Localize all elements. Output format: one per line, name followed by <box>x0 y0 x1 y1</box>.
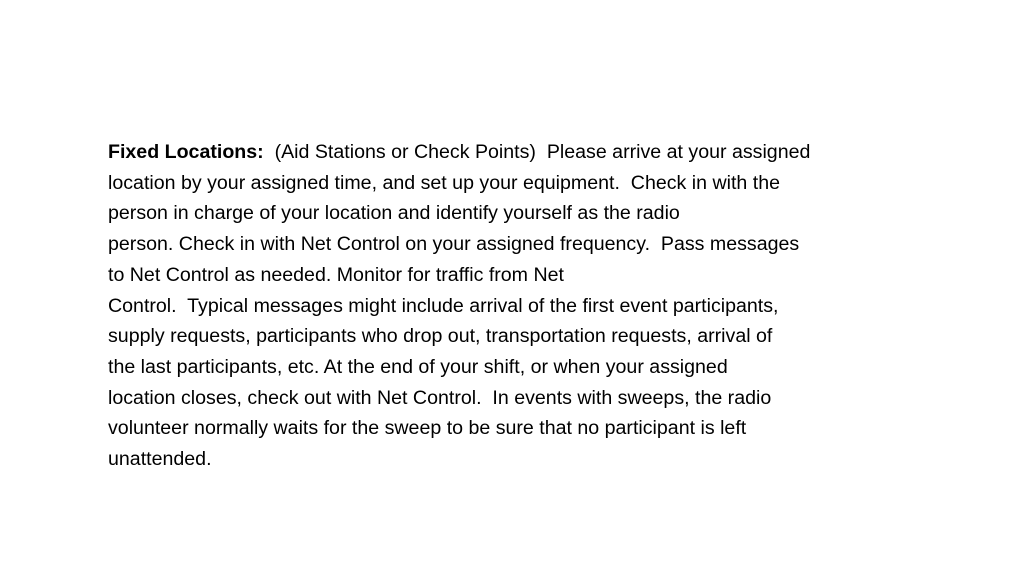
text-line: location by your assigned time, and set up your equipment. Check in with the <box>108 171 781 194</box>
text-line-segment: (Aid Stations or Check Points) Please arrive at your assigned <box>263 141 811 163</box>
text-line: unattended. <box>108 448 212 471</box>
text-line: person in charge of your location and identify yourself as the radio <box>108 202 680 225</box>
text-line: Control. Typical messages might include arrival of the first event participants, <box>108 294 779 317</box>
text-line: to Net Control as needed. Monitor for traffic from Net <box>108 263 564 286</box>
body-text <box>108 137 938 475</box>
text-line <box>108 137 938 168</box>
text-line: location closes, check out with Net Control. In events with sweeps, the radio <box>108 386 772 409</box>
text-line: person. Check in with Net Control on your assigned frequency. Pass messages <box>108 233 800 256</box>
text-line: supply requests, participants who drop out, transportation requests, arrival of <box>108 325 773 348</box>
section-heading: Fixed Locations: <box>108 141 264 163</box>
text-line: the last participants, etc. At the end of your shift, or when your assigned <box>108 355 728 378</box>
text-line: volunteer normally waits for the sweep to be sure that no participant is left <box>108 417 747 440</box>
